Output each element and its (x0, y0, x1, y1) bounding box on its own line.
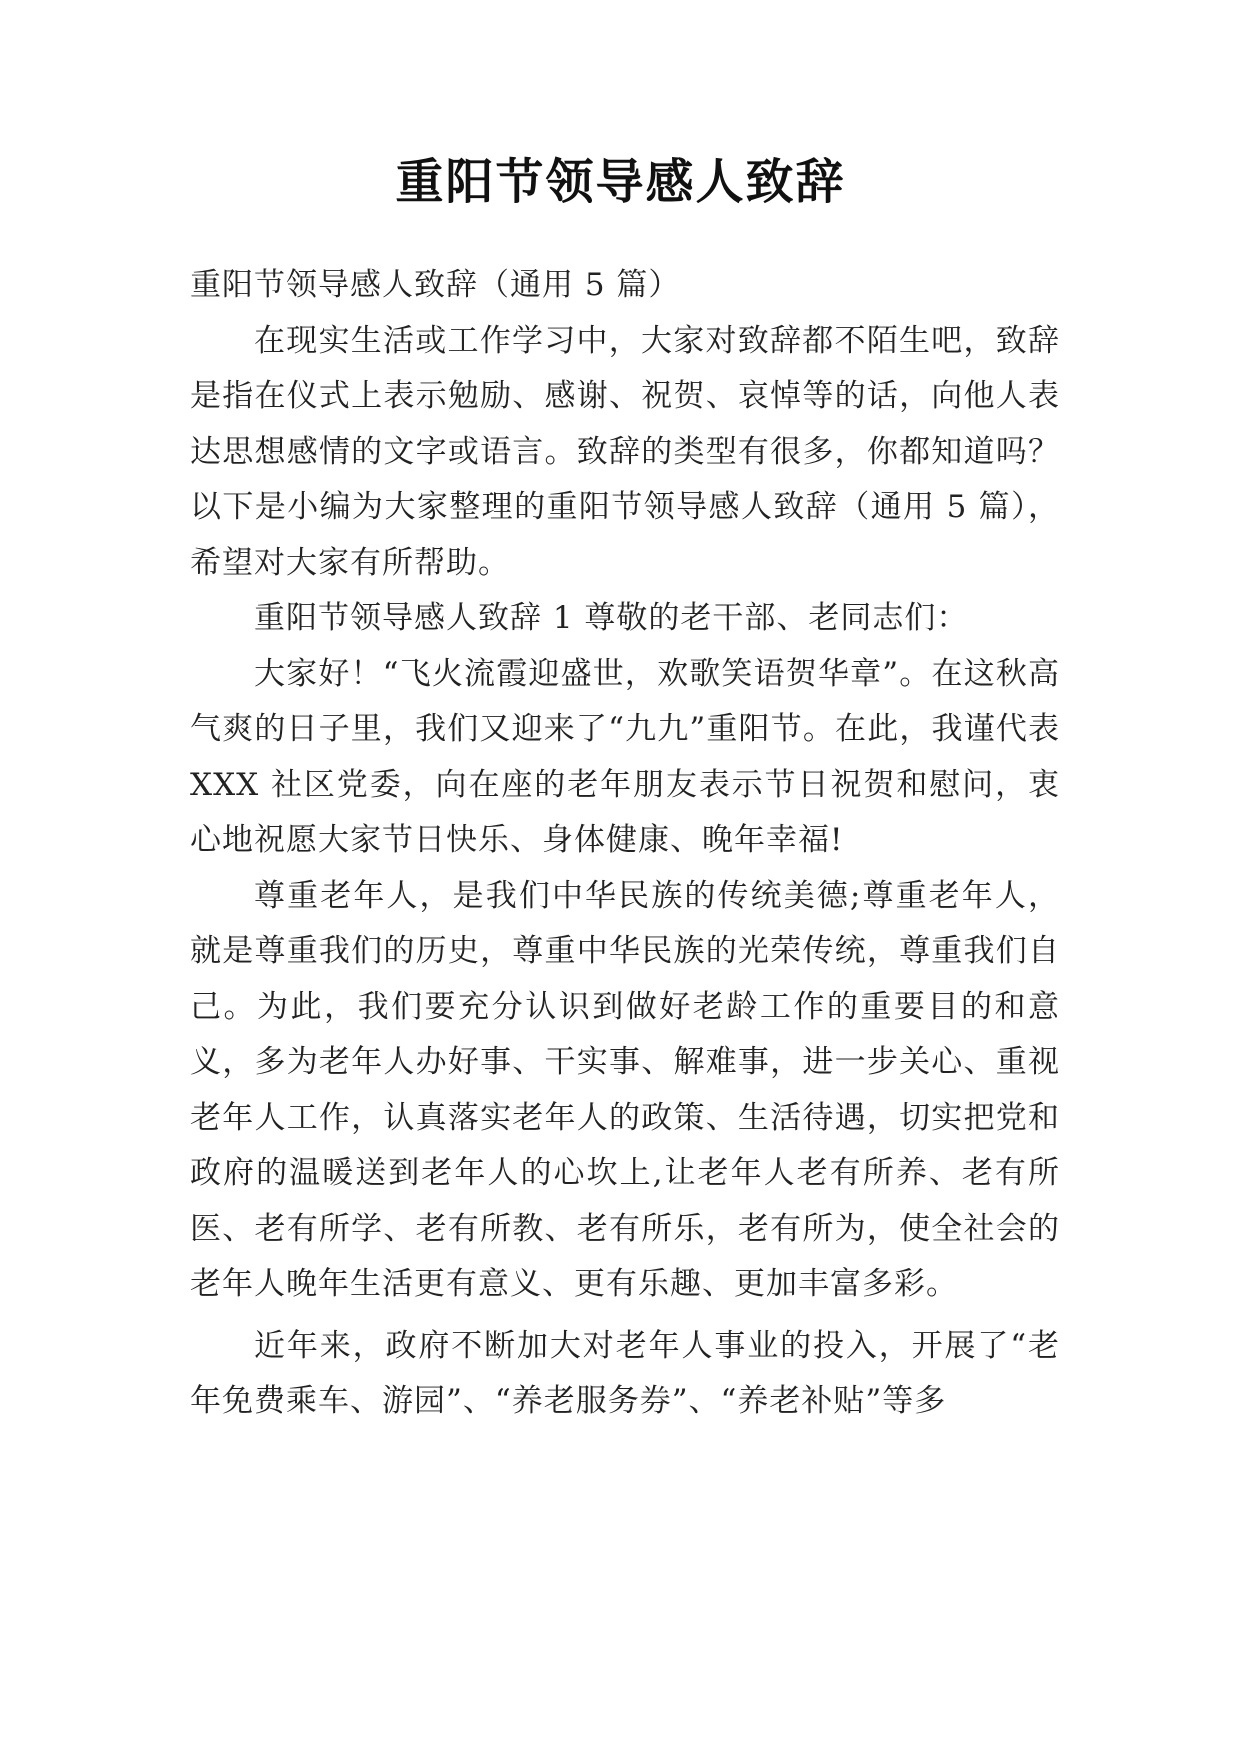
document-title: 重阳节领导感人致辞 (395, 154, 846, 210)
document-body (190, 258, 1060, 1430)
paragraph: 重阳节领导感人致辞 1 尊敬的老干部、老同志们： (254, 600, 969, 636)
paragraph: 近年来，政府不断加大对老年人事业的投入，开展了“老年免费乘车、游园”、“养老服务券”、“养老补贴”等多 (190, 1327, 1060, 1419)
paragraph: 在现实生活或工作学习中，大家对致辞都不陌生吧，致辞是指在仪式上表示勉励、感谢、祝贺、哀悼等的话，向他人表达思想感情的文字或语言。致辞的类型有很多，你都知道吗？以下是小编为大家整理的重阳节领导感人致辞（通用 5 篇），希望对大家有所帮助。 (190, 322, 1060, 581)
paragraph: 大家好！“飞火流霞迎盛世，欢歌笑语贺华章”。在这秋高气爽的日子里，我们又迎来了“九九”重阳节。在此，我谨代表 XXX 社区党委，向在座的老年朋友表示节日祝贺和慰问，衷心地祝愿大家节日快乐、身体健康、晚年幸福! (190, 655, 1060, 858)
paragraph: 尊重老年人，是我们中华民族的传统美德;尊重老年人，就是尊重我们的历史，尊重中华民族的光荣传统，尊重我们自己。为此，我们要充分认识到做好老龄工作的重要目的和意义，多为老年人办好事、干实事、解难事，进一步关心、重视老年人工作，认真落实老年人的政策、生活待遇，切实把党和政府的温暖送到老年人的心坎上,让老年人老有所养、老有所医、老有所学、老有所教、老有所乐，老有所为，使全社会的老年人晚年生活更有意义、更有乐趣、更加丰富多彩。 (190, 877, 1060, 1302)
subtitle-line: 重阳节领导感人致辞（通用 5 篇） (190, 267, 681, 303)
